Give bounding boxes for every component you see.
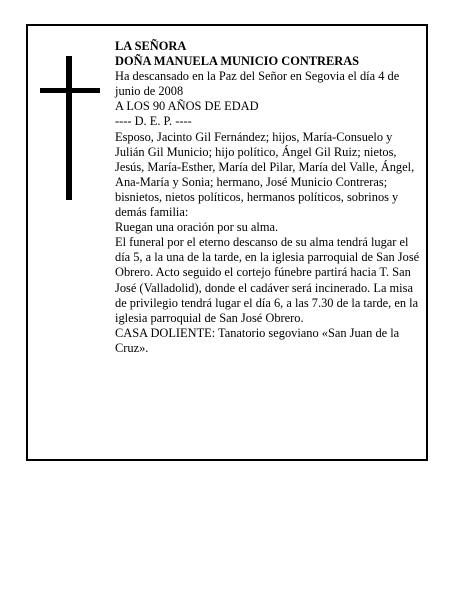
age-line: A LOS 90 AÑOS DE EDAD	[115, 99, 259, 114]
cross-icon	[40, 56, 100, 200]
cross-vertical-bar	[66, 56, 72, 200]
family-paragraph: Esposo, Jacinto Gil Fernández; hijos, María-Consuelo y Julián Gil Municio; hijo político, Ángel Gil Ruiz; nietos, Jesús, María-Esther, María del Pilar, María del Valle, Ángel, Ana-María y Sonia; hermano, José Municio Contreras; bisnietos, nietos políticos, hermanos políticos, sobrinos y demás familia:	[115, 129, 415, 220]
rip-line: ---- D. E. P. ----	[115, 114, 192, 129]
prayer-line: Ruegan una oración por su alma.	[115, 220, 279, 235]
mourning-house-line: CASA DOLIENTE: Tanatorio segoviano «San Juan de la Cruz».	[115, 325, 400, 355]
obituary-notice	[26, 24, 428, 461]
deceased-name: DOÑA MANUELA MUNICIO CONTRERAS	[115, 54, 360, 69]
funeral-paragraph: El funeral por el eterno descanso de su alma tendrá lugar el día 5, a la una de la tarde, en la iglesia parroquial de San José Obrero. Acto seguido el cortejo fúnebre partirá hacia T. San José (Valladolid), donde el cadáver será incinerado. La misa de privilegio tendrá lugar el día 6, a las 7.30 de la tarde, en la iglesia parroquial de San José Obrero.	[115, 235, 420, 325]
cross-horizontal-bar	[40, 88, 100, 93]
obituary-text	[115, 39, 423, 356]
death-announcement: Ha descansado en la Paz del Señor en Segovia el día 4 de junio de 2008	[115, 69, 400, 99]
title-line: LA SEÑORA	[115, 39, 187, 53]
